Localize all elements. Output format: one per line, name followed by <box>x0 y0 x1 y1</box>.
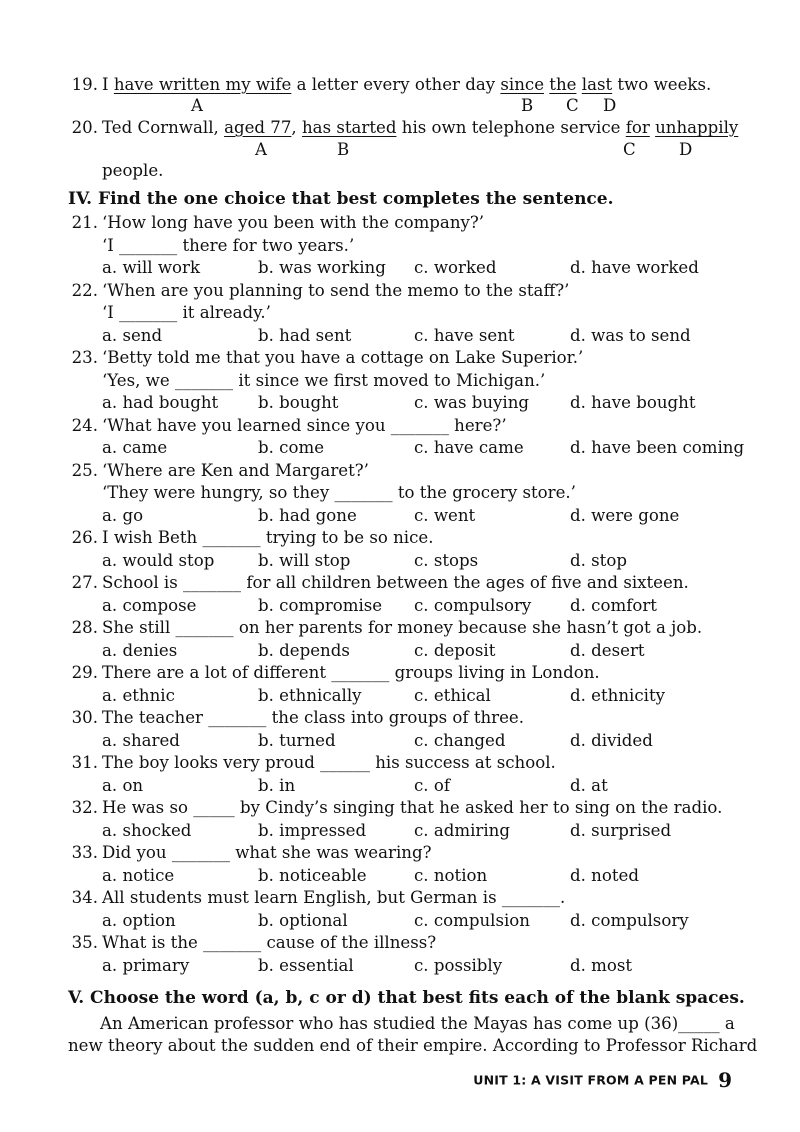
answer-option-c[interactable]: c. ethical <box>414 685 491 705</box>
answer-option-b[interactable]: b. come <box>258 438 325 457</box>
answer-option-b[interactable]: b. optional <box>258 910 348 930</box>
question-text: ‘I _______ there for two years.’ <box>102 235 355 255</box>
question-19 <box>0 74 800 96</box>
answer-options <box>0 437 800 459</box>
answer-option-a[interactable]: a. compose <box>102 595 197 615</box>
answer-option-d[interactable]: d. compulsory <box>570 910 689 930</box>
answer-option-d[interactable]: d. desert <box>570 640 645 660</box>
answer-option-b[interactable]: b. impressed <box>258 820 367 840</box>
answer-option-c[interactable]: c. compulsion <box>414 910 530 930</box>
question-text: All students must learn English, but German is _______. <box>102 888 566 907</box>
underlined-c: for <box>625 118 650 137</box>
answer-option-b[interactable]: b. essential <box>258 955 354 975</box>
question-text: I wish Beth _______ trying to be so nice. <box>102 528 434 547</box>
question-number: 19. <box>71 75 98 94</box>
underlined-c: the <box>549 75 577 94</box>
answer-option-c[interactable]: c. deposit <box>414 640 496 660</box>
question-text: The teacher _______ the class into groups of three. <box>102 708 525 727</box>
answer-option-d[interactable]: d. at <box>570 775 608 795</box>
answer-option-c[interactable]: c. possibly <box>414 955 503 975</box>
answer-options <box>0 865 800 887</box>
unit-title: UNIT 1: A VISIT FROM A PEN PAL <box>473 1072 709 1088</box>
question-number: 32. <box>71 798 98 817</box>
answer-option-b[interactable]: b. in <box>258 775 296 795</box>
question-line <box>0 887 800 909</box>
answer-options <box>0 550 800 572</box>
answer-option-c[interactable]: c. stops <box>414 550 479 570</box>
passage-line: new theory about the sudden end of their empire. According to Professor Richard <box>68 1036 758 1055</box>
answer-options <box>0 640 800 662</box>
question-text: ‘Where are Ken and Margaret?’ <box>102 460 369 480</box>
question-number: 28. <box>71 618 98 637</box>
question-line <box>0 752 800 774</box>
answer-option-d[interactable]: d. have been coming <box>570 438 745 457</box>
answer-option-c[interactable]: c. admiring <box>414 820 510 840</box>
question-line <box>0 617 800 639</box>
question-text: ‘How long have you been with the company?’ <box>102 213 485 232</box>
answer-option-b[interactable]: b. compromise <box>258 595 383 615</box>
answer-option-b[interactable]: b. noticeable <box>258 865 367 885</box>
section-v-heading: V. Choose the word (a, b, c or d) that best fits each of the blank spaces. <box>68 988 745 1008</box>
answer-options <box>0 505 800 527</box>
question-text: ‘I _______ it already.’ <box>102 303 271 322</box>
answer-option-d[interactable]: d. noted <box>570 865 639 885</box>
answer-option-a[interactable]: a. had bought <box>102 393 219 412</box>
answer-option-d[interactable]: d. comfort <box>570 595 657 615</box>
answer-options <box>0 325 800 347</box>
question-line <box>0 302 800 324</box>
letter-c: C <box>566 96 579 115</box>
question-number: 20. <box>71 118 98 137</box>
question-text: ‘Betty told me that you have a cottage on Lake Superior.’ <box>102 348 584 367</box>
question-number: 26. <box>71 528 98 547</box>
question-line <box>0 797 800 819</box>
question-line <box>0 482 800 504</box>
answer-option-d[interactable]: d. surprised <box>570 820 672 840</box>
question-text: Ted Cornwall, aged 77, has started his own telephone service for unhappily <box>102 118 739 137</box>
answer-option-a[interactable]: a. would stop <box>102 550 215 570</box>
question-number: 30. <box>71 708 98 727</box>
letter-b: B <box>337 140 350 159</box>
answer-option-d[interactable]: d. divided <box>570 730 653 750</box>
question-line <box>0 212 800 234</box>
answer-option-a[interactable]: a. on <box>102 775 144 795</box>
answer-options <box>0 820 800 842</box>
question-text: ‘When are you planning to send the memo to the staff?’ <box>102 280 570 300</box>
question-line <box>0 415 800 437</box>
underlined-b: has started <box>301 118 397 137</box>
question-20-continued: people. <box>102 161 164 180</box>
answer-option-c[interactable]: c. was buying <box>414 393 530 412</box>
answer-option-c[interactable]: c. of <box>414 775 450 795</box>
answer-option-c[interactable]: c. compulsory <box>414 595 532 615</box>
question-line <box>0 842 800 864</box>
answer-option-a[interactable]: a. primary <box>102 955 190 975</box>
answer-option-b[interactable]: b. depends <box>258 640 350 660</box>
letter-a: A <box>255 140 267 159</box>
answer-options <box>0 955 800 977</box>
question-number: 34. <box>71 888 98 907</box>
question-text: What is the _______ cause of the illness? <box>102 933 437 952</box>
section-iv-heading: IV. Find the one choice that best completes the sentence. <box>68 189 614 209</box>
answer-option-a[interactable]: a. ethnic <box>102 685 175 705</box>
question-line <box>0 707 800 729</box>
question-number: 23. <box>71 348 98 367</box>
question-20 <box>0 117 800 139</box>
question-number: 22. <box>71 280 98 300</box>
answer-option-c[interactable]: c. worked <box>414 258 497 277</box>
answer-options <box>0 910 800 932</box>
answer-options <box>0 730 800 752</box>
question-text: The boy looks very proud ______ his success at school. <box>102 753 556 772</box>
question-text: School is _______ for all children between the ages of five and sixteen. <box>102 573 689 592</box>
question-line <box>0 662 800 684</box>
question-number: 25. <box>71 460 98 480</box>
letter-d: D <box>679 140 693 159</box>
answer-option-d[interactable]: d. was to send <box>570 325 691 345</box>
question-text: She still _______ on her parents for money because she hasn’t got a job. <box>102 618 703 637</box>
answer-options <box>0 595 800 617</box>
answer-option-a[interactable]: a. shocked <box>102 820 192 840</box>
answer-option-c[interactable]: c. notion <box>414 865 488 885</box>
letter-c: C <box>623 140 636 159</box>
question-number: 35. <box>71 933 98 952</box>
answer-option-b[interactable]: b. will stop <box>258 550 351 570</box>
answer-option-a[interactable]: a. notice <box>102 865 175 885</box>
question-number: 31. <box>71 753 98 772</box>
question-number: 24. <box>71 415 98 435</box>
answer-option-a[interactable]: a. denies <box>102 640 178 660</box>
answer-option-b[interactable]: b. was working <box>258 258 386 277</box>
answer-option-b[interactable]: b. ethnically <box>258 685 362 705</box>
answer-option-b[interactable]: b. had gone <box>258 505 357 525</box>
question-line <box>0 347 800 369</box>
page-number: 9 <box>718 1068 732 1092</box>
answer-option-a[interactable]: a. go <box>102 505 144 525</box>
answer-option-c[interactable]: c. went <box>414 505 476 525</box>
answer-option-a[interactable]: a. will work <box>102 258 201 277</box>
answer-option-b[interactable]: b. turned <box>258 730 336 750</box>
question-line <box>0 527 800 549</box>
question-number: 27. <box>71 573 98 592</box>
question-text: Did you _______ what she was wearing? <box>102 843 432 862</box>
answer-option-c[interactable]: c. have sent <box>414 325 515 345</box>
question-text: ‘Yes, we _______ it since we first moved to Michigan.’ <box>102 370 546 390</box>
underlined-d: last <box>581 75 613 94</box>
letter-b: B <box>521 96 534 115</box>
underlined-a: have written my wife <box>113 75 292 94</box>
question-line <box>0 572 800 594</box>
letter-a: A <box>191 96 203 115</box>
answer-option-d[interactable]: d. most <box>570 955 633 975</box>
answer-option-b[interactable]: b. bought <box>258 393 339 412</box>
answer-option-a[interactable]: a. came <box>102 438 168 457</box>
question-line <box>0 370 800 392</box>
question-number: 21. <box>71 213 98 232</box>
page-footer <box>473 1068 732 1092</box>
answer-option-d[interactable]: d. have bought <box>570 393 696 412</box>
answer-option-a[interactable]: a. shared <box>102 730 180 750</box>
answer-option-a[interactable]: a. send <box>102 325 163 345</box>
question-text: He was so _____ by Cindy’s singing that he asked her to sing on the radio. <box>102 798 723 817</box>
question-text: ‘They were hungry, so they _______ to the grocery store.’ <box>102 483 576 502</box>
underlined-a: aged 77 <box>224 118 292 137</box>
question-text: I have written my wife a letter every other day since the last two weeks. <box>102 75 712 94</box>
letter-d: D <box>603 96 617 115</box>
answer-option-d[interactable]: d. were gone <box>570 505 680 525</box>
answer-options <box>0 392 800 414</box>
question-line <box>0 280 800 302</box>
underlined-d: unhappily <box>655 118 739 137</box>
passage-line: An American professor who has studied the Mayas has come up (36)_____ a <box>100 1014 735 1033</box>
answer-options <box>0 775 800 797</box>
question-line <box>0 460 800 482</box>
answer-option-b[interactable]: b. had sent <box>258 325 352 345</box>
answer-option-d[interactable]: d. ethnicity <box>570 685 665 705</box>
answer-option-a[interactable]: a. option <box>102 910 176 930</box>
question-line <box>0 932 800 954</box>
underlined-b: since <box>500 75 545 94</box>
answer-options <box>0 257 800 279</box>
answer-options <box>0 685 800 707</box>
question-number: 33. <box>71 843 98 862</box>
question-text: ‘What have you learned since you _______ here?’ <box>102 415 507 435</box>
answer-option-d[interactable]: d. have worked <box>570 258 699 277</box>
answer-option-c[interactable]: c. changed <box>414 730 506 750</box>
question-line <box>0 235 800 257</box>
answer-option-d[interactable]: d. stop <box>570 550 627 570</box>
question-text: There are a lot of different _______ groups living in London. <box>102 663 600 682</box>
question-number: 29. <box>71 663 98 682</box>
answer-option-c[interactable]: c. have came <box>414 438 524 457</box>
